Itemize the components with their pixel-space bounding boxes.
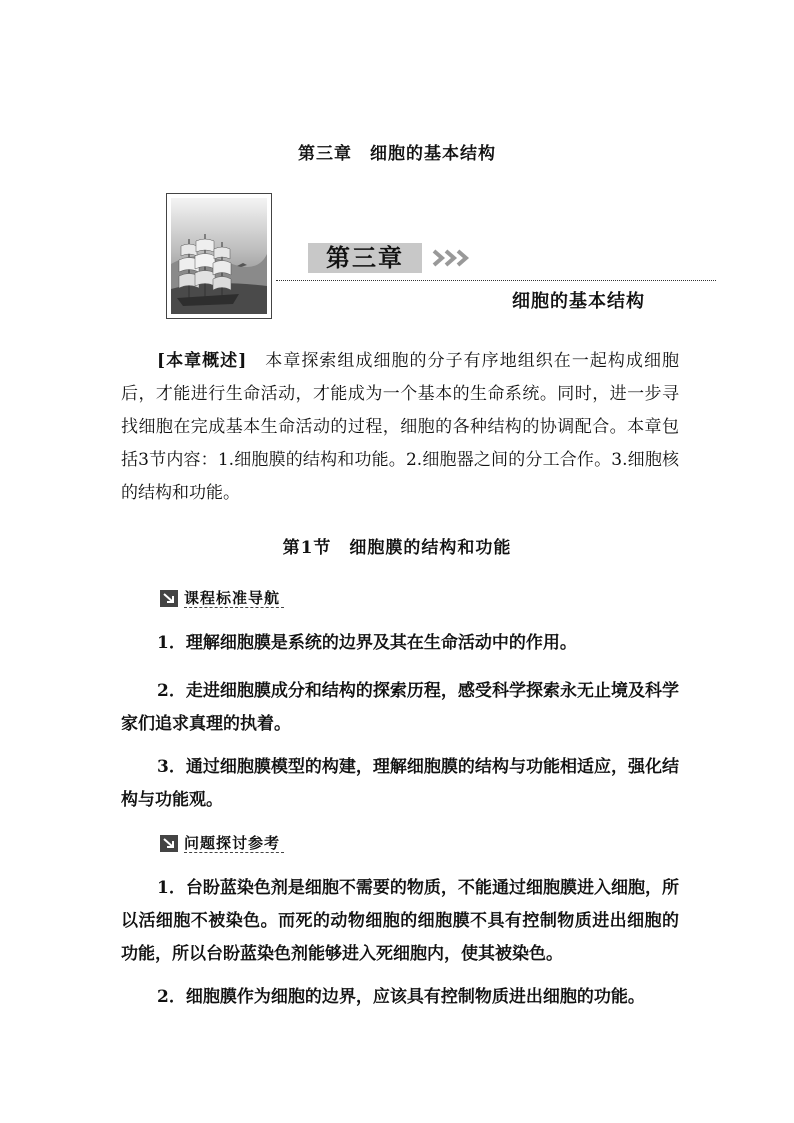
chapter-label: 第三章 <box>326 243 404 272</box>
dotted-divider <box>276 280 716 281</box>
discussion-item: 2．细胞膜作为细胞的边界，应该具有控制物质进出细胞的功能。 <box>157 987 645 1007</box>
page-header-title: 第三章 细胞的基本结构 <box>298 144 496 164</box>
discussion-heading <box>160 831 284 853</box>
discussion-heading-text: 问题探讨参考 <box>184 834 284 853</box>
chapter-subtitle: 细胞的基本结构 <box>512 291 645 312</box>
section-title: 第1节 细胞膜的结构和功能 <box>282 538 512 558</box>
standards-item: 3．通过细胞膜模型的构建，理解细胞膜的结构与功能相适应，强化结构与功能观。 <box>121 757 679 810</box>
discussion-item: 1．台盼蓝染色剂是细胞不需要的物质，不能通过细胞膜进入细胞，所以活细胞不被染色。而死的动物细胞的细胞膜不具有控制物质进出细胞的功能，所以台盼蓝染色剂能够进入死细胞内，使其被染色。 <box>121 878 679 964</box>
arrow-down-right-icon <box>160 835 178 852</box>
overview-label: [本章概述] <box>157 351 247 371</box>
standards-item: 2．走进细胞膜成分和结构的探索历程，感受科学探索永无止境及科学家们追求真理的执着。 <box>121 681 679 734</box>
standards-heading-text: 课程标准导航 <box>184 589 284 608</box>
sailing-ship-image <box>167 194 271 318</box>
triple-chevron-icon <box>432 249 472 267</box>
standards-heading <box>160 586 284 608</box>
overview-text: 本章探索组成细胞的分子有序地组织在一起构成细胞后，才能进行生命活动，才能成为一个基本的生命系统。同时，进一步寻找细胞在完成基本生命活动的过程，细胞的各种结构的协调配合。本章包括3节内容：1.细胞膜的结构和功能。2.细胞器之间的分工合作。3.细胞核的结构和功能。 <box>121 351 679 503</box>
arrow-down-right-icon <box>160 590 178 607</box>
chapter-label-box <box>308 243 422 273</box>
chapter-overview <box>121 345 679 510</box>
standards-item: 1．理解细胞膜是系统的边界及其在生命活动中的作用。 <box>157 633 577 653</box>
ship-illustration <box>166 193 272 319</box>
